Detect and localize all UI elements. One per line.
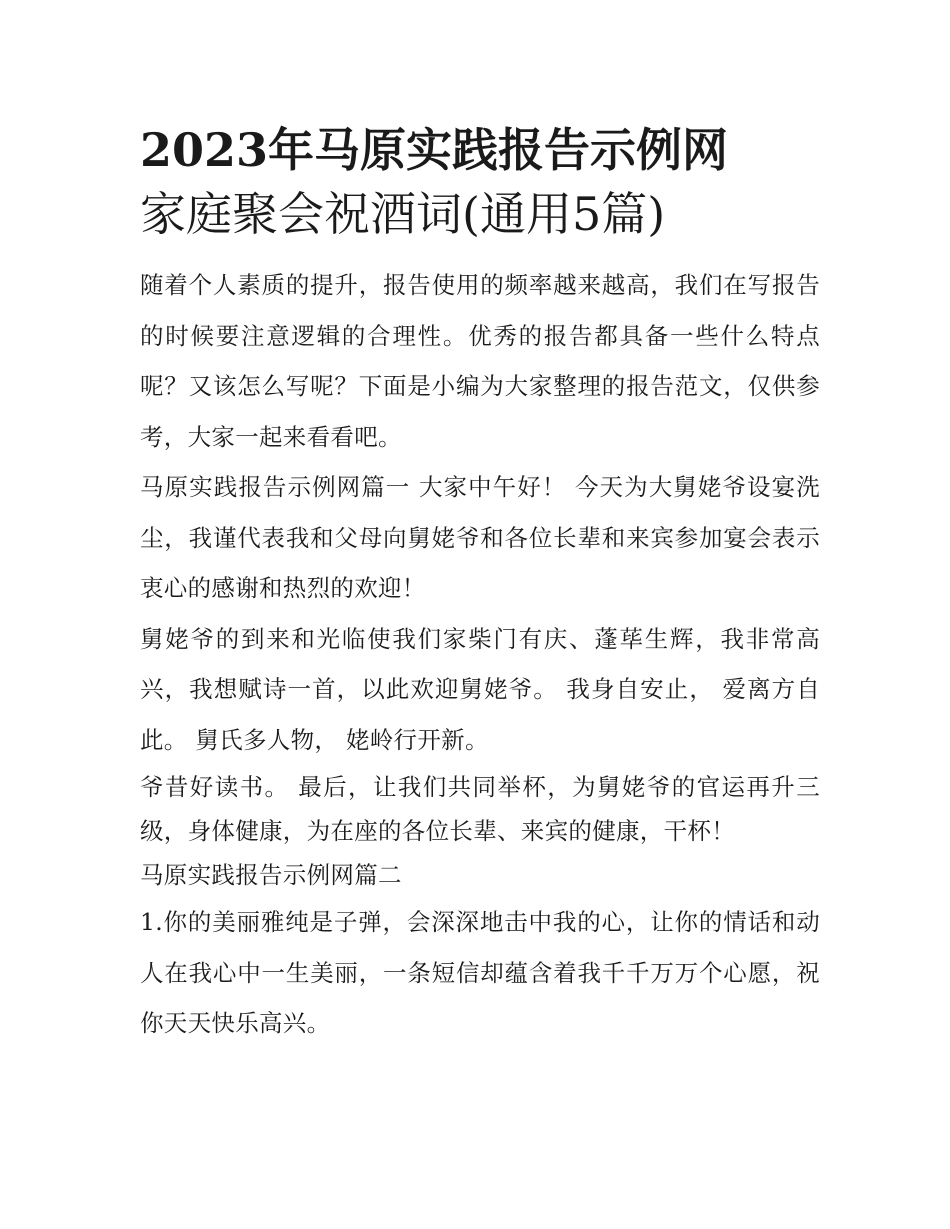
document-page <box>140 118 820 1049</box>
title-line-2: 家庭聚会祝酒词(通用5篇) <box>140 187 666 241</box>
intro-paragraph: 随着个人素质的提升，报告使用的频率越来越高，我们在写报告的时候要注意逻辑的合理性。优秀的报告都具备一些什么特点呢？又该怎么写呢？下面是小编为大家整理的报告范文，仅供参考，大家一起来看看吧。 <box>140 271 820 451</box>
section-one-opening-paragraph: 马原实践报告示例网篇一 大家中午好！ 今天为大舅姥爷设宴洗尘，我谨代表我和父母向舅姥爷和各位长辈和来宾参加宴会表示衷心的感谢和热烈的欢迎！ <box>140 473 820 602</box>
section-two-item-1: 1.你的美丽雅纯是子弹，会深深地击中我的心，让你的情话和动人在我心中一生美丽，一条短信却蕴含着我千千万万个心愿，祝你天天快乐高兴。 <box>140 908 820 1037</box>
document-title <box>140 118 820 246</box>
section-two-heading: 马原实践报告示例网篇二 <box>140 861 402 889</box>
toast-paragraph: 爷昔好读书。 最后，让我们共同举杯，为舅姥爷的官运再升三级，身体健康，为在座的各位长辈、来宾的健康，干杯！ <box>140 773 820 845</box>
poem-paragraph: 舅姥爷的到来和光临使我们家柴门有庆、蓬荜生辉，我非常高兴，我想赋诗一首，以此欢迎舅姥爷。 我身自安止， 爱离方自此。 舅氏多人物， 姥岭行开新。 <box>140 624 820 754</box>
title-line-1: 2023年马原实践报告示例网 <box>140 123 729 177</box>
